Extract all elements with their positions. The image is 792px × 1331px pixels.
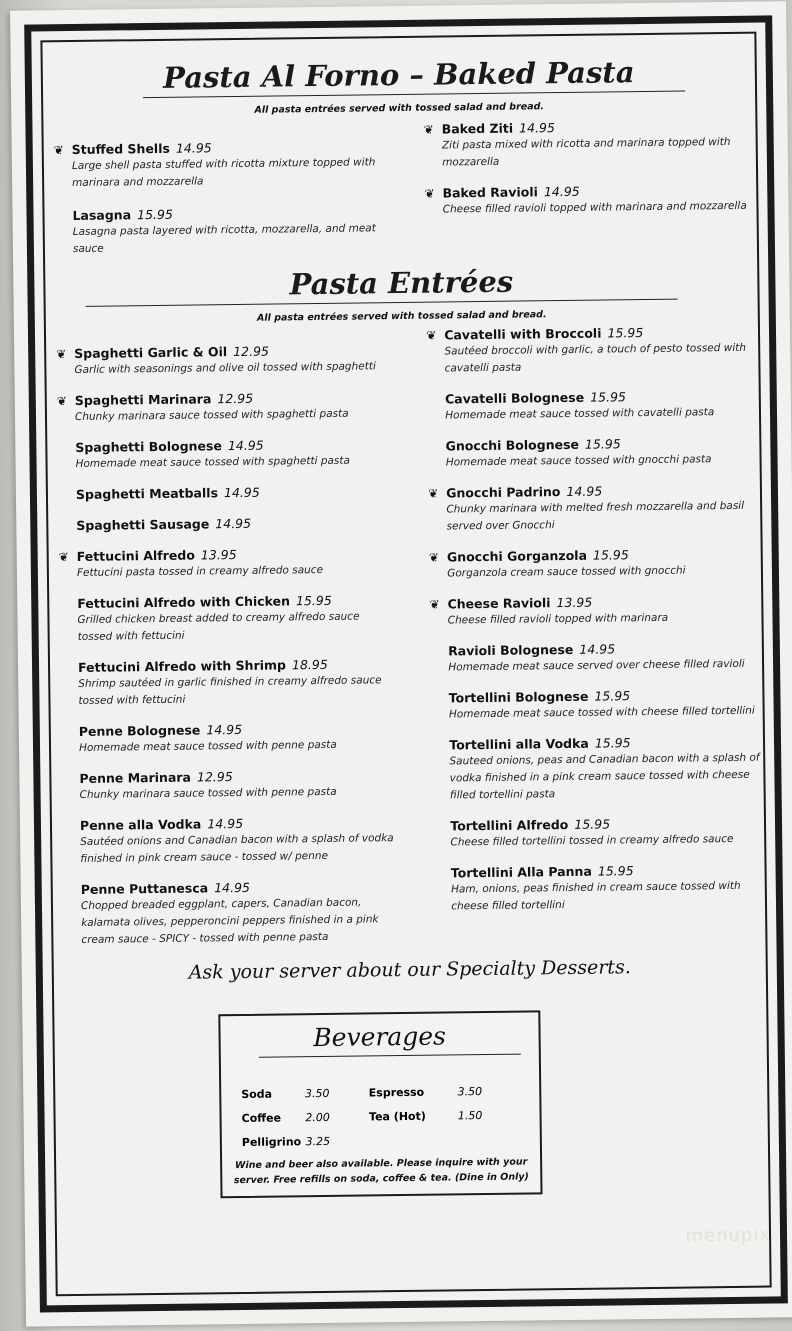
baked-right-column bbox=[414, 118, 757, 262]
menu-item-description: Sautéed broccoli with garlic, a touch of pesto tossed with cavatelli pasta bbox=[444, 341, 747, 375]
menu-item bbox=[418, 435, 760, 472]
menu-item-description: Ham, onions, peas finished in cream sauce tossed with cheese filled tortellini bbox=[450, 879, 741, 913]
beverage-name: Soda bbox=[241, 1087, 273, 1101]
menu-item-name: Tortellini Alfredo bbox=[450, 816, 569, 834]
menu-item-description: Homemade meat sauce tossed with spaghetti pasta bbox=[75, 454, 350, 470]
beverages-note: Wine and beer also available. Please inquire with your server. Free refills on soda, coffee & tea. (Dine in Only) bbox=[233, 1156, 529, 1187]
menu-item-description: Fettucini pasta tossed in creamy alfredo sauce bbox=[76, 563, 324, 579]
menu-item bbox=[416, 324, 758, 378]
chef-favorite-icon: ❦ bbox=[429, 597, 440, 612]
menu-item bbox=[421, 734, 764, 805]
menu-item-name: Baked Ziti bbox=[441, 120, 514, 137]
menu-item-name: Spaghetti Bolognese bbox=[75, 438, 222, 455]
menu-item-price: 14.95 bbox=[518, 120, 555, 136]
menu-item-price: 14.95 bbox=[223, 484, 260, 501]
menu-item-price: 15.95 bbox=[594, 735, 631, 751]
beverages-box bbox=[218, 1010, 542, 1198]
menu-item-price: 14.95 bbox=[214, 879, 251, 896]
menu-item bbox=[52, 814, 394, 868]
chef-favorite-icon: ❦ bbox=[58, 550, 69, 565]
menu-item-name: Spaghetti Meatballs bbox=[75, 485, 219, 502]
entrees-left-column bbox=[46, 328, 395, 949]
menu-item-description: Sautéed onions and Canadian bacon with a splash of vodka finished in pink cream sauce - tossed w/ penne bbox=[80, 832, 394, 865]
menu-item bbox=[46, 342, 388, 379]
beverage-name: Tea (Hot) bbox=[368, 1109, 426, 1123]
menu-item-description: Chunky marinara with melted fresh mozzarella and basil served over Gnocchi bbox=[446, 499, 745, 533]
chef-favorite-icon: ❦ bbox=[56, 347, 67, 362]
menu-item-name: Lasagna bbox=[72, 207, 132, 223]
menu-item bbox=[418, 482, 760, 536]
menu-item-description: Grilled chicken breast added to creamy alfredo sauce tossed with fettucini bbox=[77, 610, 360, 643]
menu-item-description: Lasagna pasta layered with ricotta, mozzarella, and meat sauce bbox=[72, 222, 376, 255]
baked-title: Pasta Al Forno – Baked Pasta bbox=[162, 55, 635, 95]
entrees-note: All pasta entrées served with tossed salad and bread. bbox=[256, 309, 547, 324]
menu-item-price: 15.95 bbox=[597, 863, 634, 879]
menu-item-name: Baked Ravioli bbox=[442, 184, 538, 201]
menu-item bbox=[47, 389, 389, 426]
menu-item-name: Penne alla Vodka bbox=[79, 816, 202, 833]
menu-item-price: 14.95 bbox=[566, 483, 603, 499]
menu-item-name: Penne Marinara bbox=[79, 769, 192, 786]
entrees-section bbox=[45, 262, 765, 950]
menu-item bbox=[50, 656, 392, 710]
menu-item-price: 12.95 bbox=[196, 769, 233, 785]
menu-item-description: Ziti pasta mixed with ricotta and marinara topped with mozzarella bbox=[441, 135, 731, 169]
menu-item bbox=[421, 687, 763, 724]
menu-item-price: 14.95 bbox=[227, 437, 264, 454]
menu-item-price: 12.95 bbox=[217, 390, 254, 407]
chef-favorite-icon: ❦ bbox=[56, 394, 67, 409]
menu-item-description: Chunky marinara sauce tossed with penne pasta bbox=[79, 785, 337, 801]
beverage-price: 1.50 bbox=[457, 1108, 483, 1122]
beverage-name: Coffee bbox=[241, 1111, 282, 1125]
menu-item-description: Sauteed onions, peas and Canadian bacon with a splash of vodka finished in a pink cream sauce tossed with cheese filled tortellini pasta bbox=[449, 751, 760, 802]
menu-item bbox=[53, 878, 396, 949]
menu-item-name: Cavatelli with Broccoli bbox=[444, 325, 602, 343]
menu-item-name: Tortellini Alla Panna bbox=[450, 863, 592, 881]
chef-favorite-icon: ❦ bbox=[423, 122, 434, 137]
menu-item bbox=[44, 204, 386, 258]
menu-item-name: Fettucini Alfredo with Shrimp bbox=[77, 657, 287, 675]
menu-item-description: Chunky marinara sauce tossed with spaghetti pasta bbox=[74, 407, 349, 423]
beverage-row bbox=[241, 1079, 521, 1106]
beverage-name: Pelligrino bbox=[241, 1134, 302, 1149]
watermark: menupix bbox=[685, 1224, 772, 1247]
menu-item bbox=[420, 640, 762, 677]
entrees-title: Pasta Entrées bbox=[289, 264, 514, 302]
menu-item bbox=[47, 436, 389, 473]
menu-item bbox=[423, 862, 765, 916]
menu-item-description: Cheese filled ravioli topped with marinara bbox=[447, 611, 669, 627]
menu-item-name: Cavatelli Bolognese bbox=[444, 389, 585, 407]
entrees-right-column bbox=[416, 324, 765, 945]
menu-item bbox=[48, 514, 390, 533]
beverage-price: 3.25 bbox=[305, 1134, 331, 1148]
desserts-note: Ask your server about our Specialty Desserts. bbox=[188, 956, 631, 984]
menu-item-description: Homemade meat sauce tossed with gnocchi pasta bbox=[445, 453, 712, 469]
menu-item bbox=[422, 815, 764, 852]
menu-item bbox=[51, 767, 393, 804]
menu-item-price: 14.95 bbox=[206, 721, 243, 738]
menu-item bbox=[419, 593, 761, 630]
menu-item-price: 14.95 bbox=[175, 140, 212, 156]
baked-note: All pasta entrées served with tossed salad and bread. bbox=[254, 101, 545, 116]
beverage-row bbox=[241, 1103, 521, 1130]
menu-item-description: Chopped breaded eggplant, capers, Canadian bacon, kalamata olives, pepperoncini peppers finished in a pink cream sauce - SPICY - tossed with penne pasta bbox=[80, 896, 379, 946]
menu-item-price: 15.95 bbox=[295, 592, 332, 609]
beverage-price bbox=[458, 1139, 522, 1140]
menu-item bbox=[414, 118, 756, 172]
menu-item-name: Fettucini Alfredo with Chicken bbox=[77, 593, 291, 611]
menu-item-description: Cheese filled ravioli topped with marinara and mozzarella bbox=[442, 199, 747, 216]
menu-item-name: Gnocchi Bolognese bbox=[445, 436, 580, 454]
menu-item-description: Homemade meat sauce served over cheese filled ravioli bbox=[448, 657, 745, 674]
menu-item bbox=[414, 182, 756, 219]
menu-item-description: Gorganzola cream sauce tossed with gnocchi bbox=[447, 564, 686, 580]
menu-item bbox=[49, 592, 391, 646]
menu-item bbox=[417, 388, 759, 425]
menu-item-price: 13.95 bbox=[556, 594, 593, 611]
menu-item-price: 15.95 bbox=[594, 688, 631, 704]
menu-item-price: 15.95 bbox=[137, 206, 173, 223]
menu-item-price: 15.95 bbox=[574, 816, 611, 832]
menu-item-name: Spaghetti Marinara bbox=[74, 391, 212, 408]
beverages-title-rule bbox=[259, 1054, 521, 1058]
menu-item-price: 14.95 bbox=[207, 815, 244, 832]
menu-item bbox=[44, 138, 386, 192]
menu-item-description: Homemade meat sauce tossed with cavatelli pasta bbox=[445, 406, 715, 422]
beverage-price: 2.00 bbox=[305, 1110, 330, 1124]
baked-left-column bbox=[43, 122, 386, 266]
menu-item-name: Stuffed Shells bbox=[71, 140, 170, 157]
beverages-title: Beverages bbox=[313, 1021, 447, 1053]
menu-item-name: Tortellini alla Vodka bbox=[449, 735, 589, 753]
menu-item-price: 15.95 bbox=[590, 389, 627, 405]
menu-item-name: Penne Bolognese bbox=[78, 722, 201, 739]
beverages-list bbox=[241, 1079, 522, 1154]
menu-item-name: Penne Puttanesca bbox=[80, 880, 209, 897]
menu-item-price: 14.95 bbox=[215, 515, 252, 532]
menu-item-description: Garlic with seasonings and olive oil tossed with spaghetti bbox=[74, 360, 376, 376]
menu-item-name: Spaghetti Garlic & Oil bbox=[74, 344, 228, 361]
beverage-name: Espresso bbox=[368, 1085, 425, 1099]
menu-item-header bbox=[76, 483, 390, 502]
menu-item bbox=[48, 483, 390, 502]
chef-favorite-icon: ❦ bbox=[424, 186, 435, 201]
menu-item bbox=[51, 720, 393, 757]
menu-item-name: Spaghetti Sausage bbox=[76, 516, 210, 533]
menu-item-description: Cheese filled tortellini tossed in creamy alfredo sauce bbox=[450, 832, 734, 849]
beverage-price: 3.50 bbox=[304, 1086, 330, 1100]
menu-item-name: Tortellini Bolognese bbox=[448, 688, 589, 706]
chef-favorite-icon: ❦ bbox=[426, 328, 437, 343]
menu-item-name: Gnocchi Padrino bbox=[446, 484, 561, 501]
menu-item-price: 14.95 bbox=[579, 641, 616, 657]
menu-item-price: 15.95 bbox=[592, 547, 629, 563]
menu-item-price: 15.95 bbox=[584, 436, 621, 452]
menu-item-name: Cheese Ravioli bbox=[447, 595, 551, 612]
beverage-row bbox=[242, 1127, 522, 1154]
menu-page bbox=[10, 1, 792, 1326]
chef-favorite-icon: ❦ bbox=[53, 143, 64, 158]
menu-item-price: 12.95 bbox=[233, 343, 270, 360]
menu-item-price: 15.95 bbox=[607, 325, 644, 341]
menu-item bbox=[49, 545, 391, 582]
chef-favorite-icon: ❦ bbox=[428, 486, 439, 501]
baked-section bbox=[42, 34, 757, 267]
menu-item-description: Shrimp sautéed in garlic finished in creamy alfredo sauce tossed with fettucini bbox=[78, 674, 382, 707]
menu-item-price: 18.95 bbox=[291, 656, 328, 673]
menu-item-header bbox=[76, 514, 390, 533]
menu-item-name: Gnocchi Gorganzola bbox=[446, 547, 588, 565]
menu-item bbox=[419, 546, 761, 583]
menu-item-description: Large shell pasta stuffed with ricotta mixture topped with marinara and mozzarella bbox=[71, 156, 376, 189]
chef-favorite-icon: ❦ bbox=[428, 550, 440, 565]
beverage-price: 3.50 bbox=[457, 1084, 483, 1098]
menu-item-name: Fettucini Alfredo bbox=[76, 547, 195, 564]
menu-item-name: Ravioli Bolognese bbox=[448, 641, 574, 659]
beverage-name bbox=[369, 1139, 458, 1140]
menu-item-price: 14.95 bbox=[543, 183, 580, 200]
menu-item-price: 13.95 bbox=[200, 547, 237, 563]
menu-item-description: Homemade meat sauce tossed with cheese filled tortellini bbox=[448, 704, 755, 721]
menu-item-description: Homemade meat sauce tossed with penne pasta bbox=[78, 738, 337, 754]
